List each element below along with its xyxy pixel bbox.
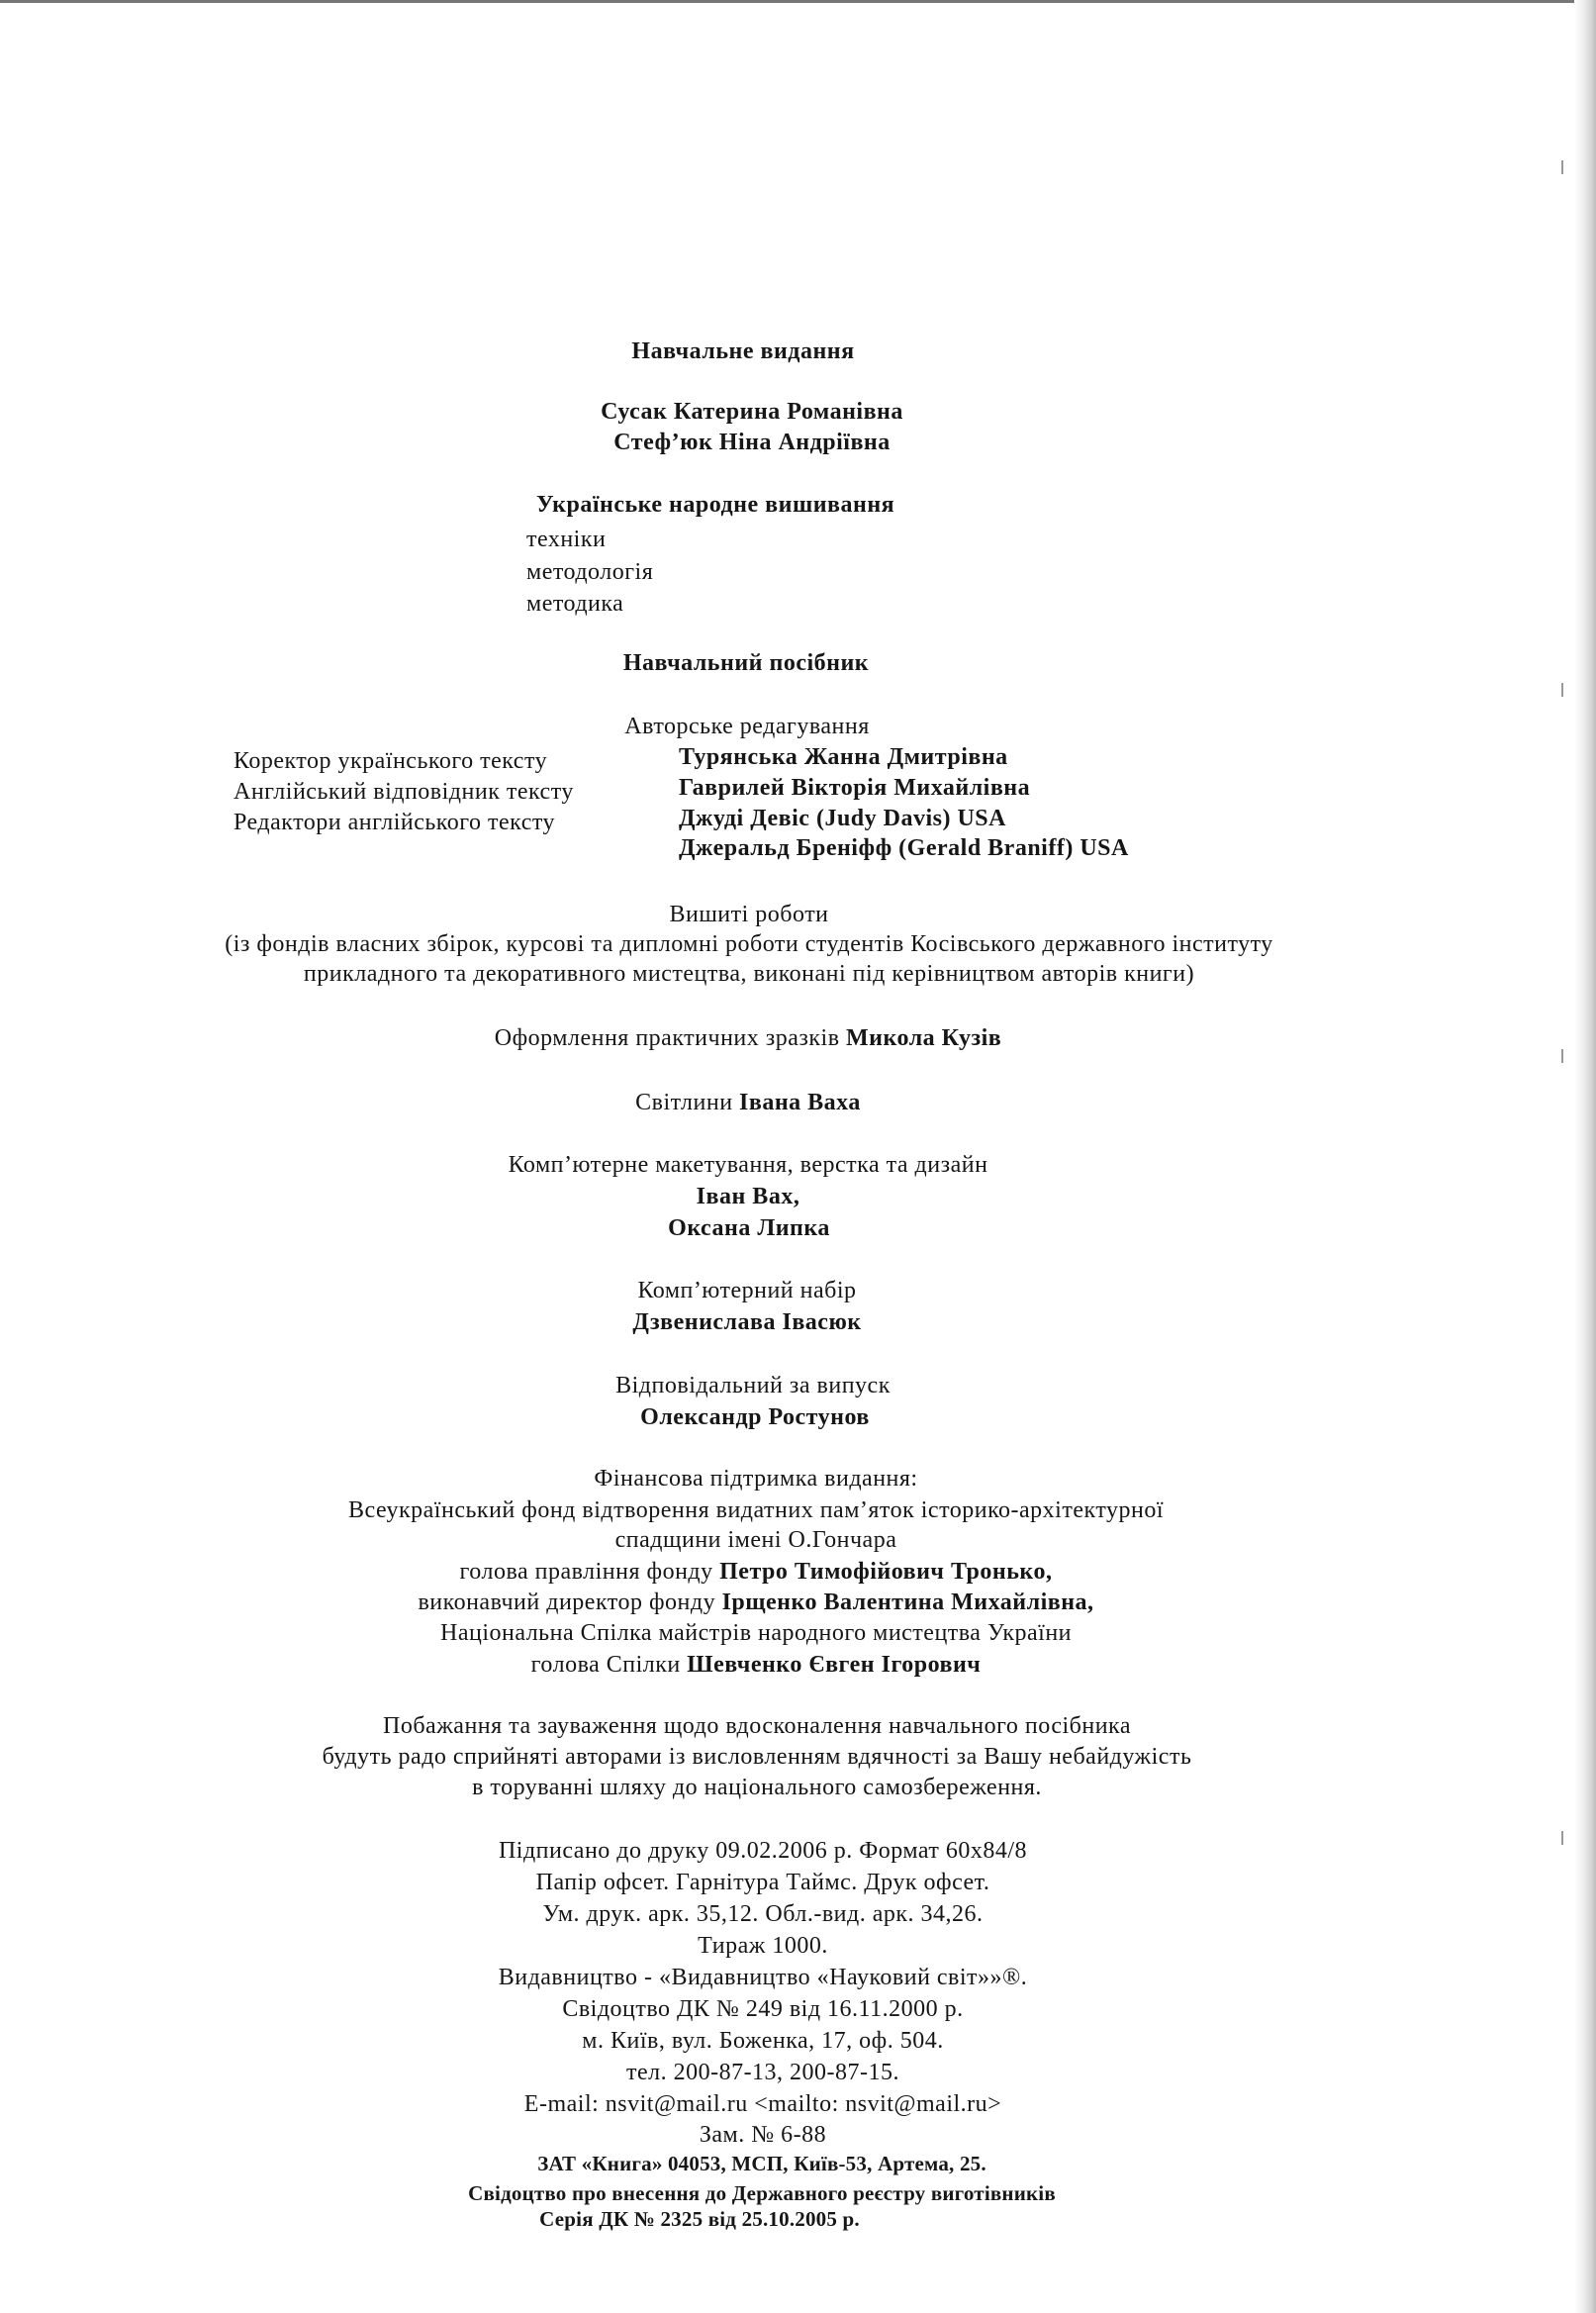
imprint-line: Підписано до друку 09.02.2006 р. Формат 60х84/8: [498, 1838, 1028, 1864]
scan-top-edge: [0, 0, 1596, 3]
printer-line: ЗАТ «Книга» 04053, МСП, Київ-53, Артема, 25.: [537, 2152, 986, 2175]
credit-role: Редактори англійського тексту: [234, 810, 556, 835]
samples-name: Микола Кузів: [846, 1025, 1002, 1051]
book-kind: Навчальний посібник: [622, 650, 870, 676]
scan-mark: [1561, 160, 1563, 174]
layout-label: Комп’ютерне макетування, верстка та дизайн: [508, 1152, 988, 1178]
imprint-line: Тираж 1000.: [698, 1933, 828, 1959]
works-heading: Вишиті роботи: [669, 902, 829, 927]
fund-line: спадщини імені О.Гончара: [614, 1527, 897, 1553]
subtitle-line: методологія: [526, 559, 654, 585]
union-head-name: Шевченко Євген Ігорович: [687, 1652, 982, 1678]
responsible-label: Відповідальний за випуск: [615, 1373, 891, 1398]
works-line: прикладного та декоративного мистецтва, виконані під керівництвом авторів книги): [303, 961, 1195, 987]
imprint-line: E-mail: nsvit@mail.ru <mailto: nsvit@mail.ru>: [523, 2091, 1002, 2117]
printer-line: Серія ДК № 2325 від 25.10.2005 р.: [539, 2207, 860, 2231]
funding-heading: Фінансова підтримка видання:: [594, 1466, 918, 1492]
photos-name: Івана Ваха: [739, 1090, 861, 1115]
typesetting-name: Дзвенислава Івасюк: [632, 1309, 862, 1335]
chair-name: Петро Тимофійович Тронько,: [719, 1559, 1053, 1585]
layout-name: Іван Вах,: [696, 1184, 800, 1209]
book-title: Українське народне вишивання: [536, 492, 895, 518]
scan-mark: [1561, 1831, 1563, 1845]
scan-right-edge: [1574, 0, 1596, 2313]
subtitle-line: техніки: [526, 527, 607, 552]
credit-name: Турянська Жанна Дмитрівна: [679, 744, 1008, 770]
layout-name: Оксана Липка: [668, 1215, 830, 1241]
credit-name: Джуді Девіс (Judy Davis) USA: [679, 806, 1006, 831]
photos-label: Світлини: [635, 1090, 733, 1115]
author-name: Стеф’юк Ніна Андріївна: [613, 430, 891, 455]
imprint-line: тел. 200-87-13, 200-87-15.: [625, 2060, 900, 2085]
chair-label: голова правління фонду: [459, 1559, 713, 1585]
imprint-line: Свідоцтво ДК № 249 від 16.11.2000 р.: [562, 1996, 964, 2022]
typesetting-label: Комп’ютерний набір: [637, 1278, 857, 1303]
scan-mark: [1561, 683, 1563, 697]
author-name: Сусак Катерина Романівна: [601, 399, 903, 425]
wishes-line: Побажання та зауваження щодо вдосконалення навчального посібника: [383, 1713, 1131, 1739]
imprint-line: Видавництво - «Видавництво «Науковий світ»»®.: [498, 1965, 1028, 1990]
union-line: Національна Спілка майстрів народного мистецтва України: [440, 1620, 1072, 1646]
responsible-name: Олександр Ростунов: [640, 1404, 870, 1430]
edition-type: Навчальне видання: [631, 338, 855, 364]
imprint-line: Папір офсет. Гарнітура Таймс. Друк офсет.: [535, 1870, 990, 1895]
credit-role: Коректор українського тексту: [234, 748, 548, 774]
works-line: (із фондів власних збірок, курсові та дипломні роботи студентів Косівського державного інституту: [225, 931, 1273, 957]
imprint-line: м. Київ, вул. Боженка, 17, оф. 504.: [582, 2028, 944, 2054]
printer-line: Свідоцтво про внесення до Державного реєстру виготівників: [468, 2181, 1056, 2205]
director-label: виконавчий директор фонду: [418, 1590, 716, 1615]
union-head-label: голова Спілки: [530, 1652, 681, 1678]
imprint-line: Ум. друк. арк. 35,12. Обл.-вид. арк. 34,26.: [542, 1901, 984, 1927]
credit-name: Гаврилей Вікторія Михайлівна: [679, 775, 1031, 801]
credit-role: Англійський відповідник тексту: [234, 779, 574, 805]
wishes-line: будуть радо сприйняті авторами із висловленням вдячності за Вашу небайдужість: [322, 1744, 1192, 1770]
author-editing: Авторське редагування: [624, 714, 870, 739]
fund-line: Всеукраїнський фонд відтворення видатних пам’яток історико-архітектурної: [347, 1497, 1165, 1523]
imprint-line: Зам. № 6-88: [699, 2122, 827, 2148]
subtitle-line: методика: [526, 591, 624, 617]
scan-mark: [1561, 1049, 1563, 1063]
wishes-line: в торуванні шляху до національного самозбереження.: [472, 1775, 1042, 1800]
credit-name: Джеральд Бреніфф (Gerald Braniff) USA: [679, 835, 1129, 861]
director-name: Ірщенко Валентина Михайлівна,: [721, 1590, 1094, 1615]
samples-label: Оформлення практичних зразків: [494, 1025, 840, 1051]
